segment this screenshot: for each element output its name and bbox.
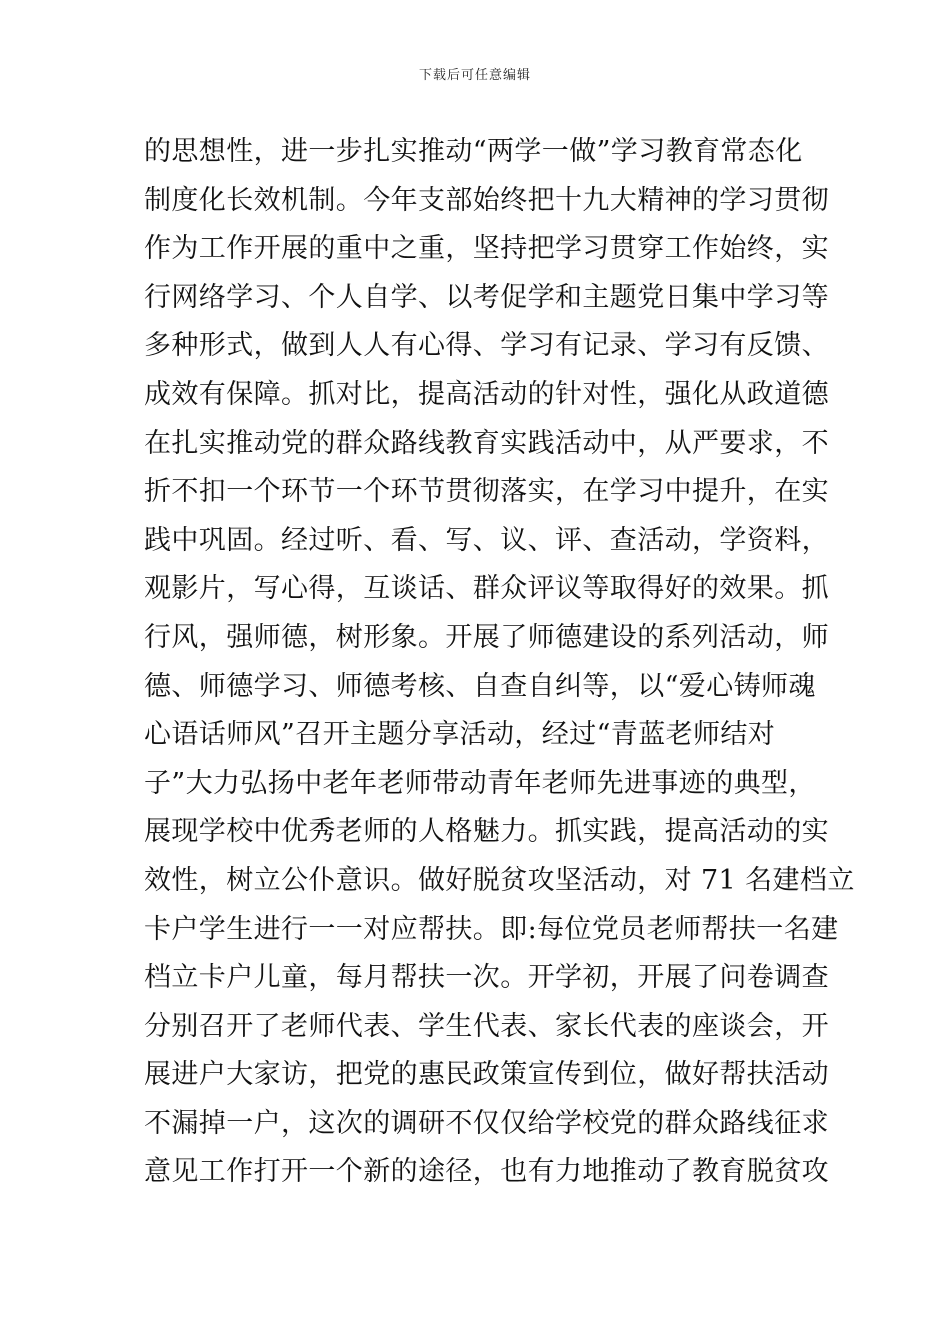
- text-line: 展进户大家访，把党的惠民政策宣传到位，做好帮扶活动: [144, 1059, 829, 1091]
- text-line: 德、师德学习、师德考核、自查自纠等，以“爱心铸师魂: [144, 670, 816, 702]
- text-line: 多种形式，做到人人有心得、学习有记录、学习有反馈、: [144, 330, 829, 362]
- text-line: 践中巩固。经过听、看、写、议、评、查活动，学资料，: [144, 524, 829, 556]
- text-line: 分别召开了老师代表、学生代表、家长代表的座谈会，开: [144, 1010, 829, 1042]
- text-line: 效性，树立公仆意识。做好脱贫攻坚活动，对 71 名建档立: [144, 864, 855, 896]
- text-line: 展现学校中优秀老师的人格魅力。抓实践，提高活动的实: [144, 816, 829, 848]
- text-line: 在扎实推动党的群众路线教育实践活动中，从严要求，不: [144, 427, 829, 459]
- body-text: [144, 128, 855, 1197]
- text-line: 观影片，写心得，互谈话、群众评议等取得好的效果。抓: [144, 573, 829, 605]
- text-line: 行风，强师德，树形象。开展了师德建设的系列活动，师: [144, 621, 829, 653]
- text-line: 折不扣一个环节一个环节贯彻落实，在学习中提升，在实: [144, 476, 829, 508]
- text-line: 卡户学生进行一一对应帮扶。即:每位党员老师帮扶一名建: [144, 913, 839, 945]
- page-header: 下载后可任意编辑: [418, 68, 531, 83]
- text-line: 档立卡户儿童，每月帮扶一次。开学初，开展了问卷调查: [144, 962, 829, 994]
- text-line: 行网络学习、个人自学、以考促学和主题党日集中学习等: [144, 281, 829, 313]
- text-line: 作为工作开展的重中之重，坚持把学习贯穿工作始终，实: [144, 233, 829, 265]
- text-line: 不漏掉一户，这次的调研不仅仅给学校党的群众路线征求: [144, 1107, 829, 1139]
- text-line: 的思想性，进一步扎实推动“两学一做”学习教育常态化: [144, 136, 803, 167]
- text-line: 制度化长效机制。今年支部始终把十九大精神的学习贯彻: [144, 184, 829, 216]
- text-line: 心语话师风”召开主题分享活动，经过“青蓝老师结对: [144, 719, 776, 751]
- text-line: 成效有保障。抓对比，提高活动的针对性，强化从政道德: [144, 378, 829, 410]
- text-line: 子”大力弘扬中老年老师带动青年老师先进事迹的典型，: [144, 767, 816, 799]
- text-line: 意见工作打开一个新的途径，也有力地推动了教育脱贫攻: [144, 1156, 829, 1188]
